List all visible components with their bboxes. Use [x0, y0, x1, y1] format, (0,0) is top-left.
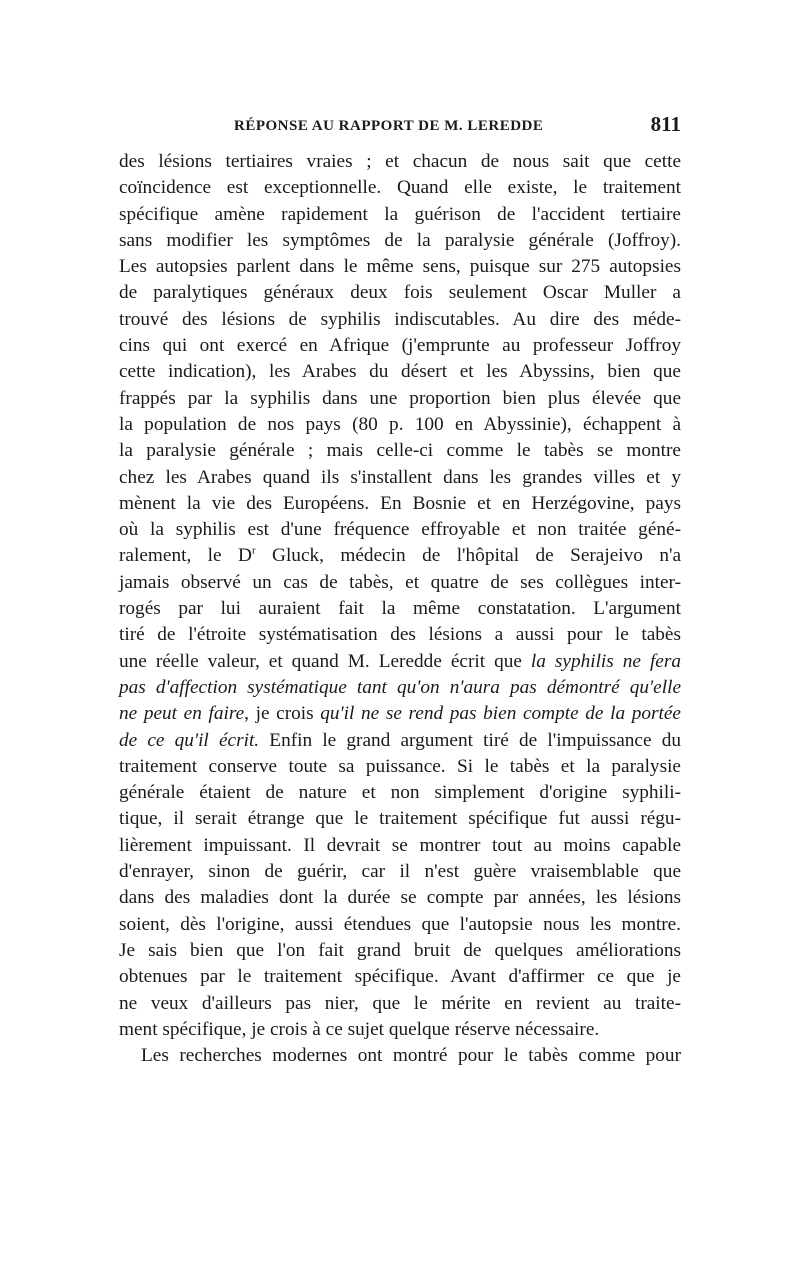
text-line: Je sais bien que l'on fait grand bruit de quelques améliorations: [119, 939, 681, 961]
text-line: cette indication), les Arabes du désert et les Abyssins, bien que: [119, 361, 681, 383]
text-line: obtenues par le traitement spécifique. Avant d'affirmer ce que je: [119, 966, 681, 988]
text-fragment: une réelle valeur, et quand M. Leredde écrit que: [119, 650, 531, 672]
text-line: générale étaient de nature et non simplement d'origine syphili-: [119, 782, 681, 804]
text-line: Les recherches modernes ont montré pour le tabès comme pour: [141, 1045, 681, 1067]
text-line: rogés par lui auraient fait la même constatation. L'argument: [119, 598, 681, 620]
text-line: jamais observé un cas de tabès, et quatre de ses collègues inter-: [119, 571, 681, 593]
text-line: [119, 543, 681, 569]
superscript: r: [251, 545, 256, 558]
text-line: d'enrayer, sinon de guérir, car il n'est guère vraisemblable que: [119, 861, 681, 883]
italic-fragment: de ce qu'il écrit.: [119, 729, 260, 751]
italic-fragment: pas d'affection systématique tant qu'on n'aura pas démontré qu'elle: [119, 676, 681, 698]
text-fragment: , je crois: [244, 703, 321, 725]
text-line: chez les Arabes quand ils s'installent dans les grandes villes et y: [119, 466, 681, 488]
text-line: ment spécifique, je crois à ce sujet quelque réserve nécessaire.: [119, 1018, 600, 1040]
text-fragment: ralement, le D: [119, 545, 252, 567]
text-line: de paralytiques généraux deux fois seulement Oscar Muller a: [119, 282, 681, 304]
text-line: ne veux d'ailleurs pas nier, que le mérite en revient au traite-: [119, 992, 681, 1014]
text-line: où la syphilis est d'une fréquence effroyable et non traitée géné-: [119, 519, 681, 541]
text-line: coïncidence est exceptionnelle. Quand elle existe, le traitement: [119, 177, 681, 199]
running-head: [119, 112, 681, 142]
text-line: soient, dès l'origine, aussi étendues que l'autopsie nous les montre.: [119, 913, 681, 935]
text-fragment: Gluck, médecin de l'hôpital de Serajeivo n'a: [255, 545, 681, 567]
page-number: 811: [650, 112, 681, 136]
running-head-title: RÉPONSE AU RAPPORT DE M. LEREDDE: [234, 118, 544, 134]
text-line: cins qui ont exercé en Afrique (j'emprunte au professeur Joffroy: [119, 335, 681, 357]
text-line: lièrement impuissant. Il devrait se montrer tout au moins capable: [119, 834, 681, 856]
text-line: Les autopsies parlent dans le même sens, puisque sur 275 autopsies: [119, 256, 681, 278]
italic-fragment: la syphilis ne fera: [530, 650, 682, 672]
text-line: la paralysie générale ; mais celle-ci comme le tabès se montre: [119, 440, 681, 462]
italic-fragment: ne peut en faire: [119, 703, 245, 725]
text-line: dans des maladies dont la durée se compte par années, les lésions: [119, 887, 681, 909]
text-line: frappés par la syphilis dans une proportion bien plus élevée que: [119, 387, 681, 409]
body-text: [119, 149, 681, 1069]
text-line: tique, il serait étrange que le traitement spécifique fut aussi régu-: [119, 808, 681, 830]
text-line: traitement conserve toute sa puissance. Si le tabès et la paralysie: [119, 755, 681, 777]
text-line: mènent la vie des Européens. En Bosnie et en Herzégovine, pays: [119, 492, 681, 514]
text-line: sans modifier les symptômes de la paralysie générale (Joffroy).: [119, 229, 681, 251]
text-line: [119, 728, 681, 754]
text-line: tiré de l'étroite systématisation des lésions a aussi pour le tabès: [119, 624, 681, 646]
text-line: trouvé des lésions de syphilis indiscutables. Au dire des méde-: [119, 308, 681, 330]
text-line: [119, 701, 681, 727]
italic-fragment: qu'il ne se rend pas bien compte de la portée: [320, 703, 681, 725]
text-line: [119, 649, 681, 675]
text-line: [119, 675, 681, 701]
text-line: des lésions tertiaires vraies ; et chacun de nous sait que cette: [119, 151, 681, 172]
text-line: spécifique amène rapidement la guérison de l'accident tertiaire: [119, 203, 681, 225]
text-fragment: Enfin le grand argument tiré de l'impuissance du: [259, 729, 681, 751]
text-line: la population de nos pays (80 p. 100 en Abyssinie), échappent à: [119, 413, 681, 435]
